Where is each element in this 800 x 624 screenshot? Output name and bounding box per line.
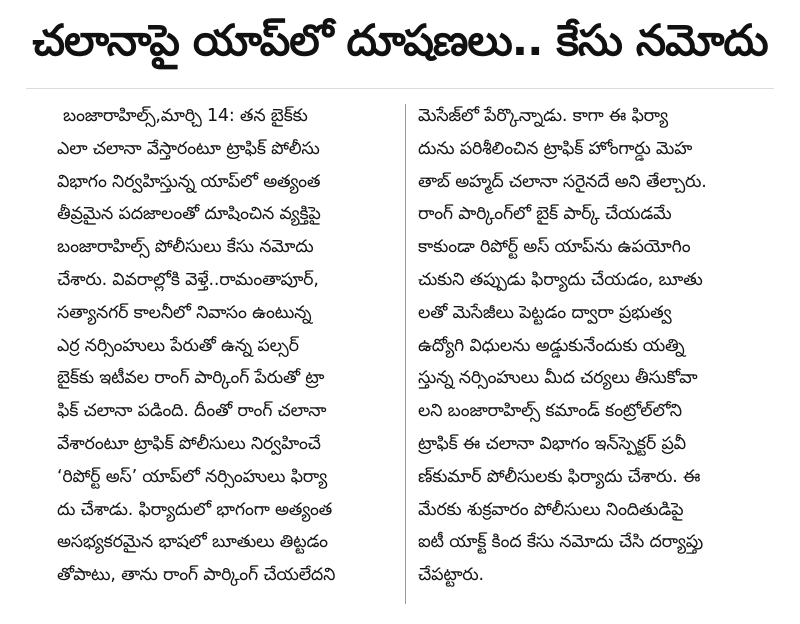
right-column-line: కాకుండా రిపోర్ట్‌ అస్‌ యాప్‌ను ఉపయోగిం — [418, 237, 691, 258]
left-column-line: బైక్‌కు ఇటీవల రాంగ్‌ పార్కింగ్‌ పేరుతో ట్రా — [57, 368, 325, 389]
left-column-line: ఎలా చలానా వేస్తారంటూ ట్రాఫిక్‌ పోలీసు — [57, 138, 320, 159]
right-column-line: మేరకు శుక్రవారం పోలీసులు నిందితుడిపై — [418, 499, 684, 520]
right-column-line: దును పరిశీలించిన ట్రాఫిక్‌ హోంగార్డు మెహ — [418, 138, 693, 159]
right-column-line: ఐటీ యాక్ట్‌ కింద కేసు నమోదు చేసి దర్యాప్తు — [418, 532, 704, 553]
headline-rule — [26, 88, 774, 89]
left-column-line: బంజారాహిల్స్‌,మార్చి 14: తన బైక్‌కు — [63, 106, 308, 126]
article-headline: చలానాపై యాప్‌లో దూషణలు.. కేసు నమోదు — [32, 16, 768, 66]
left-column-line: విభాగం నిర్వహిస్తున్న యాప్‌లో అత్యంత — [57, 171, 321, 192]
left-column-line: ఫిక్‌ చలానా పడింది. దీంతో రాంగ్‌ చలానా — [57, 401, 327, 422]
left-column-line: తీవ్రమైన పదజాలంతో దూషించిన వ్యక్తిపై — [57, 204, 321, 225]
left-column-line: వేశారంటూ ట్రాఫిక్‌ పోలీసులు నిర్వహించే — [57, 433, 321, 454]
left-column-line: చేశారు. వివరాల్లోకి వెళ్తే..రామంతాపూర్‌, — [57, 269, 319, 290]
right-column-line: స్తున్న నర్సింహులు మీద చర్యలు తీసుకోవా — [418, 368, 698, 389]
left-column-line: ఎర్ర నర్సింహులు పేరుతో ఉన్న పల్సర్‌ — [57, 335, 299, 356]
left-column-line: తోపాటు, తాను రాంగ్‌ పార్కింగ్‌ చేయలేదని — [57, 565, 336, 586]
right-column-line: మెసేజ్‌లో పేర్కొన్నాడు. కాగా ఈ ఫిర్యా — [418, 106, 668, 126]
left-column-line: ‘రిపోర్ట్‌ అస్‌’ యాప్‌లో నర్సింహులు ఫిర్యా — [57, 466, 328, 487]
right-column-line: చేపట్టారు. — [418, 565, 484, 586]
right-column-line: ట్రాఫిక్‌ ఈ చలానా విభాగం ఇన్‌స్పెక్టర్‌ ప్రవీ — [418, 433, 686, 454]
left-column-line: అసభ్యకరమైన భాషలో బూతులు తిట్టడం — [57, 532, 328, 553]
left-column-line: దు చేశాడు. ఫిర్యాదులో భాగంగా అత్యంత — [57, 499, 333, 520]
left-column-line: బంజారాహిల్స్‌ పోలీసులు కేసు నమోదు — [57, 237, 314, 258]
right-column-line: లతో మెసేజీలు పెట్టడం ద్వారా ప్రభుత్వ — [418, 302, 672, 323]
right-column-line: ణ్‌కుమార్‌ పోలీసులకు ఫిర్యాదు చేశారు. ఈ — [418, 466, 701, 487]
right-column-line: చుకుని తప్పుడు ఫిర్యాదు చేయడం, బూతు — [418, 269, 703, 290]
left-column-line: సత్యానగర్‌ కాలనీలో నివాసం ఉంటున్న — [57, 302, 312, 323]
right-column — [418, 100, 758, 610]
left-column — [57, 100, 392, 610]
column-divider — [405, 104, 406, 604]
right-column-line: లని బంజారాహిల్స్‌ కమాండ్‌ కంట్రోల్‌లోని — [418, 401, 682, 422]
right-column-line: తాబ్‌ అహ్మద్‌ చలానా సరైనదే అని తేల్చారు. — [418, 171, 707, 192]
right-column-line: ఉద్యోగి విధులను అడ్డుకునేందుకు యత్ని — [418, 335, 685, 356]
right-column-line: రాంగ్‌ పార్కింగ్‌లో బైక్‌ పార్క్‌ చేయడమే — [418, 204, 672, 225]
